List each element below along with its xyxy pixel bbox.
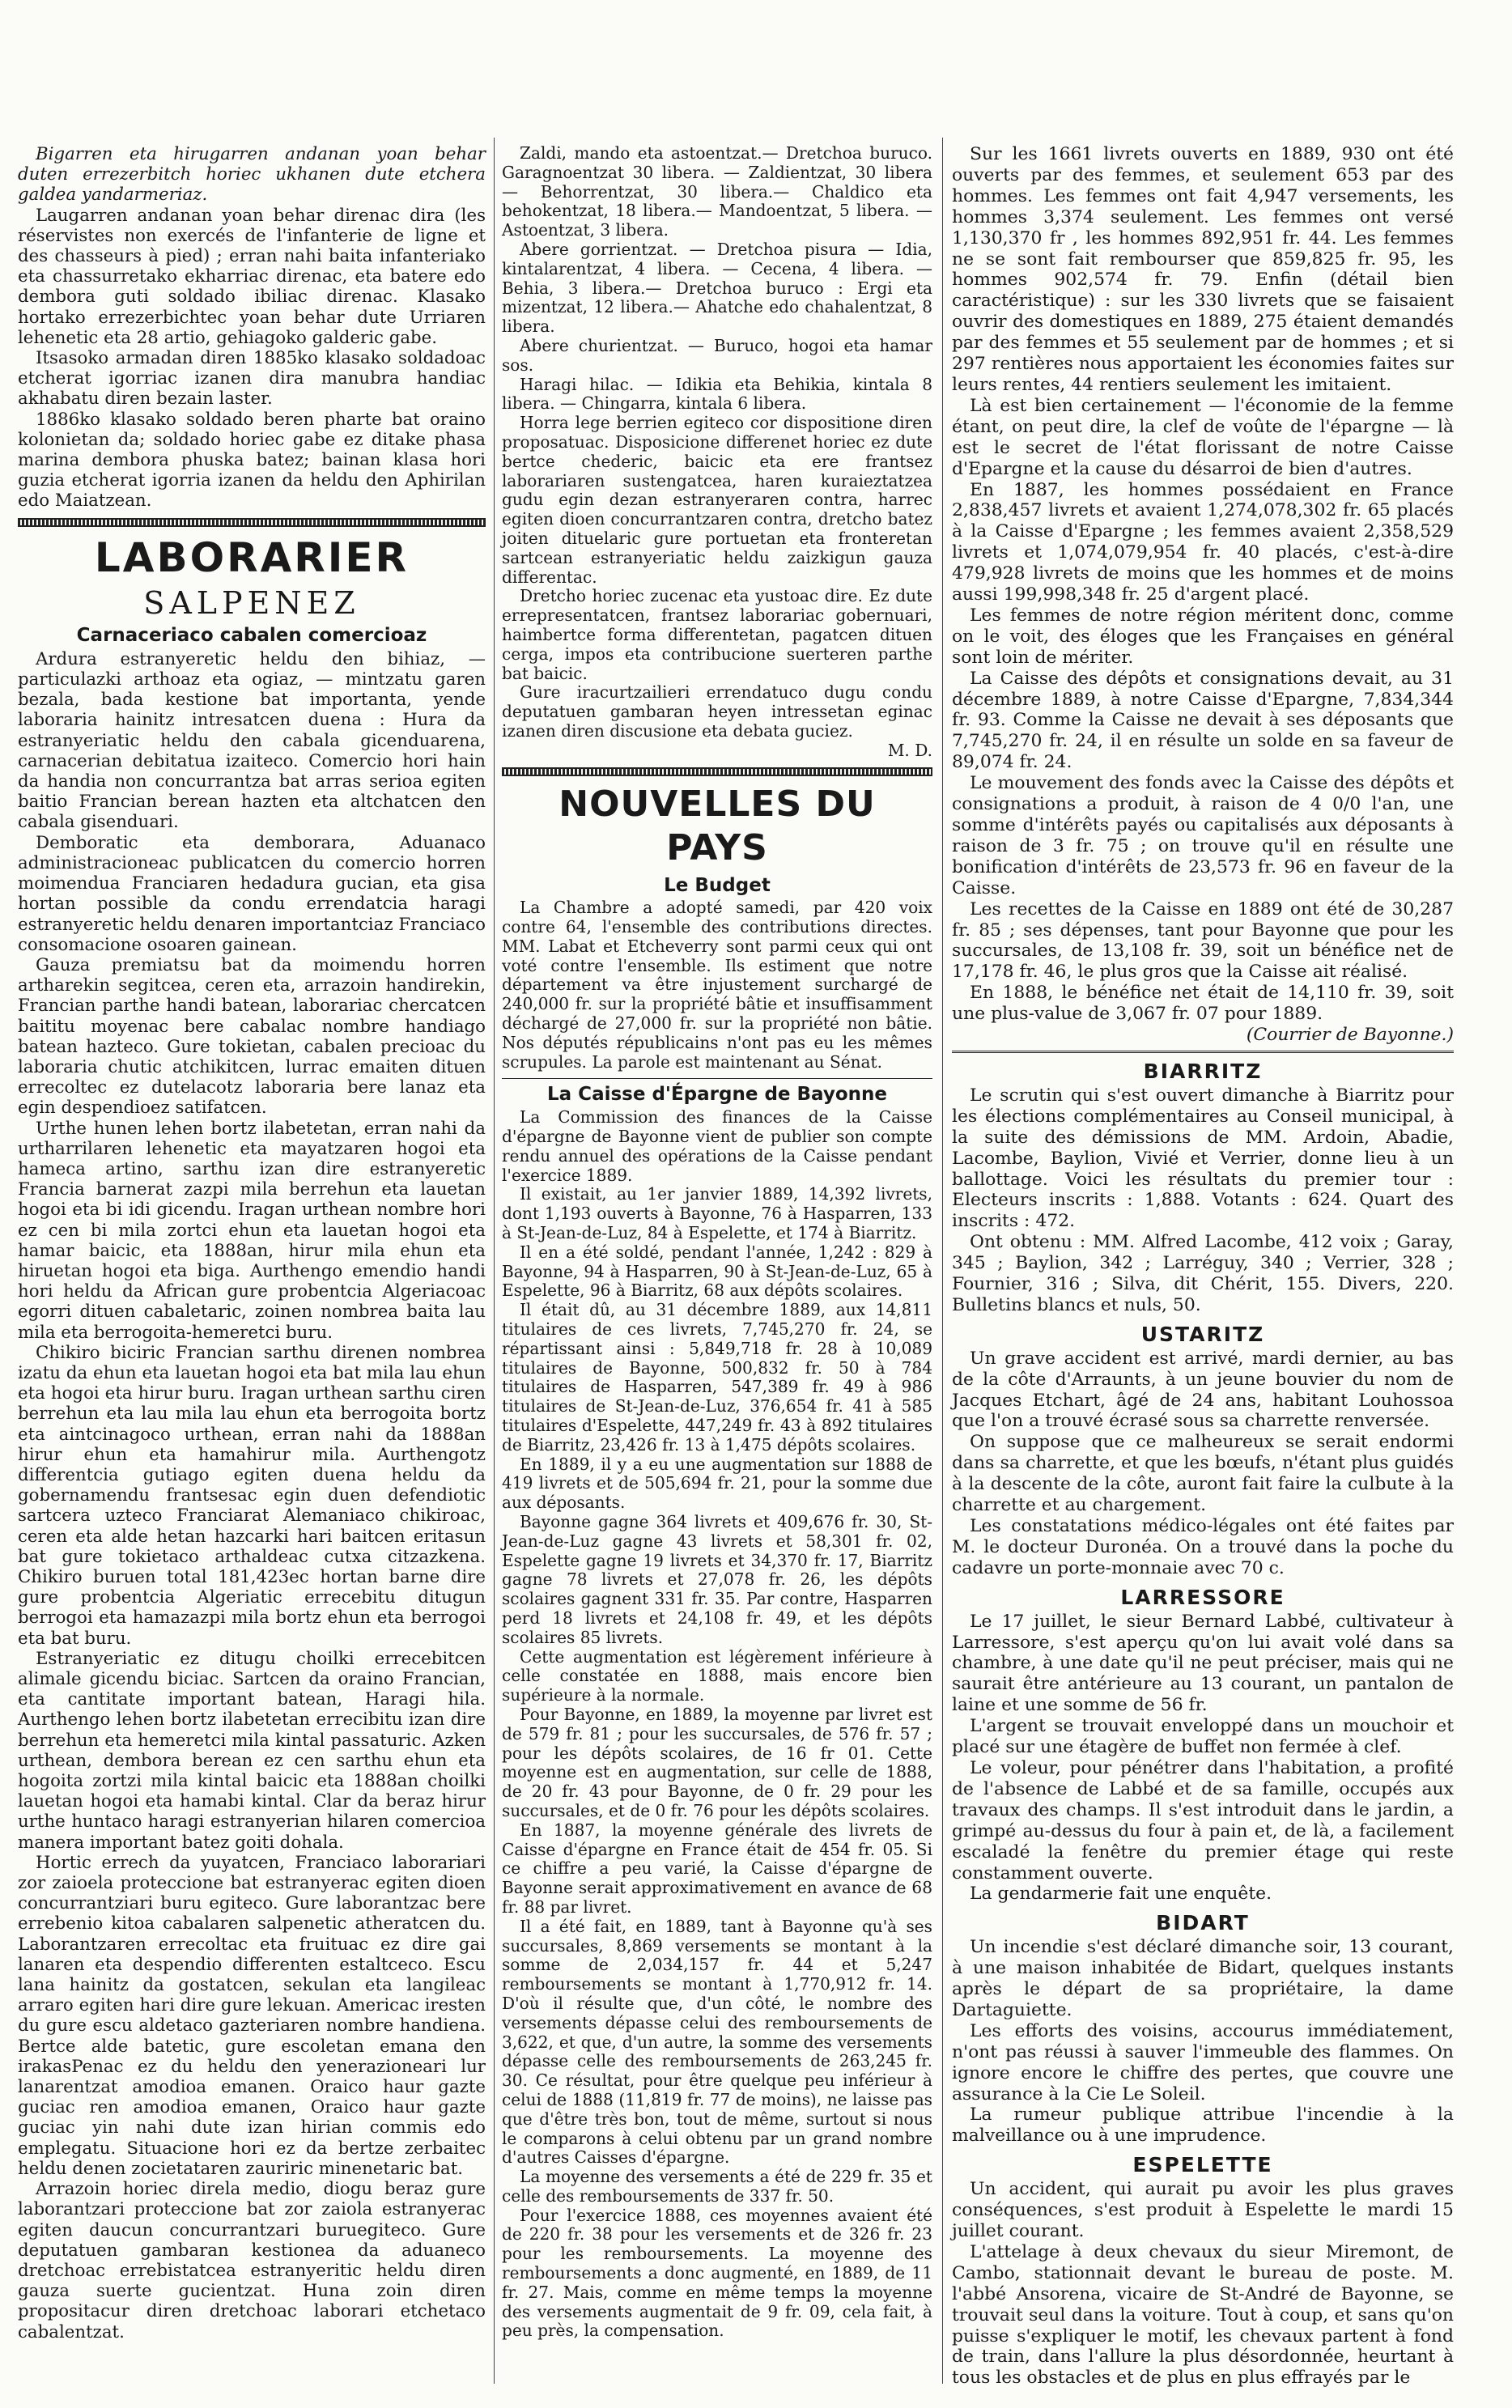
paragraph: Abere gorrientzat. — Dretchoa pisura — Idia, kintalarentzat, 4 libera. — Cecena, 4 libera. — Behia, 3 libera.— Dretchoa buruco : Ergi eta mizentzat, 12 libera.— Ahatche edo chahalentzat, 8 libera. bbox=[502, 239, 932, 337]
paragraph: En 1889, il y a eu une augmentation sur 1888 de 419 livrets et de 505,694 fr. 21, pour la somme due aux déposants. bbox=[502, 1454, 932, 1513]
article-title: Carnaceriaco cabalen comercioaz bbox=[76, 624, 427, 646]
paragraph: Bayonne gagne 364 livrets et 409,676 fr. 30, St-Jean-de-Luz gagne 43 livrets et 58,301 fr. 02, Espelette gagne 19 livrets et 34,370 fr. 17, Biarritz gagne 78 livrets et 27,078 fr. 26, les dépôts scolaires gagnent 331 fr. 35. Par contre, Hasparren perd 18 livrets et 24,108 fr. 49, et les dépôts scolaires 85 livrets. bbox=[502, 1512, 932, 1647]
paragraph: Les constatations médico-légales ont été faites par M. le docteur Duronéa. On a trouvé dans la poche du cadavre un porte-monnaie avec 70 c. bbox=[952, 1516, 1454, 1578]
paragraph: Cette augmentation est légèrement inférieure à celle constatée en 1888, mais encore bien supérieure à la normale. bbox=[502, 1646, 932, 1705]
paragraph: Gure iracurtzailieri errendatuco dugu condu deputatuen gambaran heyen intressetan eginac izanen diren discusione eta debata guciez. bbox=[502, 682, 932, 741]
paragraph: Estranyeriatic ez ditugu choilki errecebitcen alimale gicendu biciac. Sartcen da oraino Francian, eta cantitate important batean, Haragi hila. Aurthengo lehen bortz ilabetetan errecibitu izan dire berrehun eta hemeretci mila kintal passaturic. Azken urthean, dembora berean ez cen sarthu ehun eta hogoita zortzi mila kintal baicic eta 1888an choilki lauetan hogoi eta hamabi kintal. Clar da beraz hirur urthe huntaco haragi estranyerian hilaren comercioa manera important batez goiti dohala. bbox=[18, 1648, 486, 1853]
town-heading: BIARRITZ bbox=[1143, 1059, 1263, 1083]
paragraph: Il a été fait, en 1889, tant à Bayonne qu'à ses succursales, 8,869 versements se montant à la somme de 2,034,157 fr. 44 et 5,247 remboursements se montant à 1,770,912 fr. 14. D'où il résulte que, d'un côté, le nombre des versements dépasse celui des remboursements de 3,622, et que, d'un autre, la somme des versements dépasse celle des remboursements de 263,245 fr. 30. Ce résultat, pour être quelque peu inférieur à celui de 1888 (11,819 fr. 77 de moins), ne laisse pas que d'être très bon, tout de même, surtout si nous le comparons à celui obtenu par un grand nombre d'autres Caisses d'épargne. bbox=[502, 1916, 932, 2168]
paragraph: L'attelage à deux chevaux du sieur Miremont, de Cambo, stationnait devant le bureau de poste. M. l'abbé Ansorena, vicaire de St-André de Bayonne, se trouvait seul dans la voiture. Tout à coup, et sans qu'on puisse s'expliquer le motif, les chevaux partent à fond de train, dans l'allure la plus désordonnée, heurtant à tous les obstacles et de plus en plus effrayés par le bbox=[952, 2241, 1454, 2389]
town-heading: BIDART bbox=[1156, 1911, 1250, 1935]
paragraph: En 1888, le bénéfice net était de 14,110 fr. 39, soit une plus-value de 3,067 fr. 07 pour 1889. bbox=[952, 983, 1454, 1025]
divider bbox=[502, 1078, 932, 1079]
paragraph: Ont obtenu : MM. Alfred Lacombe, 412 voix ; Garay, 345 ; Baylion, 342 ; Larréguy, 340 ; Verrier, 328 ; Fournier, 316 ; Silva, dit Chérit, 155. Divers, 220. Bulletins blancs et nuls, 50. bbox=[952, 1232, 1454, 1315]
paragraph: Horra lege berrien egiteco cor dispositione diren proposatuac. Disposicione differenet horiec ez dute bertce chederic, baicic eta ere frantsez laborariaren sustengatcea, haren kuraieztatzea gudu egin dezan estranyeraren contra, harrec egiten dioen concurrantzaren contra, dretcho batez joiten dituelaric gure portuetan eta fronteretan sartcean estranyeriatic heldu zaizkigun gauza differentac. bbox=[502, 413, 932, 587]
paragraph: Les efforts des voisins, accourus immédiatement, n'ont pas réussi à sauver l'immeuble des flammes. On ignore encore le chiffre des pertes, que couvre une assurance à la Cie Le Soleil. bbox=[952, 2020, 1454, 2104]
paragraph: Zaldi, mando eta astoentzat.— Dretchoa buruco. Garagnoentzat 30 libera. — Zaldientzat, 30 libera — Behorrentzat, 30 libera.— Chaldico eta behokentzat, 18 libera.— Mandoentzat, 5 libera. — Astoentzat, 3 libera. bbox=[502, 143, 932, 240]
column-3 bbox=[952, 144, 1454, 2389]
paragraph: Le scrutin qui s'est ouvert dimanche à Biarritz pour les élections complémentaires au Conseil municipal, à la suite des démissions de MM. Ardoin, Abadie, Lacombe, Baylion, Vivié et Verrier, donne lieu à un ballottage. Voici les résultats du premier tour : Electeurs inscrits : 1,888. Votants : 624. Quart des inscrits : 472. bbox=[952, 1085, 1454, 1232]
column-rule bbox=[494, 138, 495, 2384]
paragraph: On suppose que ce malheureux se serait endormi dans sa charrette, et que les bœufs, n'étant plus guidés à la descente de la côte, auront fait faire la culbute à la charrette et au chargement. bbox=[952, 1432, 1454, 1516]
paragraph: En 1887, les hommes possédaient en France 2,838,457 livrets et avaient 1,274,078,302 fr. 65 placés à la Caisse d'Epargne ; les femmes avaient 2,358,529 livrets et 1,074,079,954 fr. 40 placés, c'est-à-dire 479,928 livrets de moins que les hommes et de moins aussi 199,998,348 fr. 25 d'argent placé. bbox=[952, 479, 1454, 605]
signature: M. D. bbox=[887, 740, 932, 760]
paragraph: Un grave accident est arrivé, mardi dernier, au bas de la côte d'Arraunts, à un jeune bouvier du nom de Jacques Etchart, âgé de 24 ans, habitant Louhossoa que l'on a trouvé écrasé sous sa charrette renversée. bbox=[952, 1348, 1454, 1432]
paragraph: 1886ko klasako soldado beren pharte bat oraino kolonietan da; soldado horiec gabe ez ditake phasa marina dembora phuska batez; bainan klasa hori guzia etcherat igorria izanen da heldu den Aphirilan edo Maiatzean. bbox=[18, 409, 486, 512]
paragraph: Hortic errech da yuyatcen, Franciaco laborariari zor zaioela proteccione bat estranyerac egiten dioen concurrantziari buru egiteco. Gure laborantzac bere errebenio kitoa cabalaren salpenetic atheratcen du. Laborantzaren errecoltac eta fruituac ez dire gai lanaren eta despendio differenten estaltceco. Escu lana hainitz da gostatcen, sekulan eta langileac arraro egiten hari dire gure lekuan. Americac iresten du gure escu aldetaco gazteriaren nombre handiena. Bertce alde batetic, gure escoletan emana den irakasPenac ez du heldu den yenerazioneari lur lanarentzat amodioa emanen. Oraico haur gazte guciac ren amodioa emanen, Oraico haur gazte guciac yin nahi dute izan hirian commis edo emplegatu. Situacione hori ez da bertze zerbaitec heldu denen zocietataren zauriric minenetaric bat. bbox=[18, 1852, 486, 2179]
section-banner: LABORARIER bbox=[94, 533, 410, 581]
column-1 bbox=[18, 144, 486, 2342]
ornamental-divider bbox=[502, 767, 932, 776]
paragraph: En 1887, la moyenne générale des livrets de Caisse d'épargne en France était de 454 fr. 05. Si ce chiffre a peu varié, la Caisse d'épargne de Bayonne serait approximativement en avance de 68 fr. 88 par livret. bbox=[502, 1820, 932, 1917]
paragraph: Arrazoin horiec direla medio, diogu beraz gure laborantzari proteccione bat zor zaiola estranyerac egiten daucun concurrantzari buruegiteco. Gure deputatuen gambaran kestionea da aduaneco dretchoac errebistatcea estranyeritic heldu diren gauza suerte gucientzat. Huna zoin diren propositacur diren dretchoac laborari etchetaco cabalentzat. bbox=[18, 2179, 486, 2342]
paragraph: Le 17 juillet, le sieur Bernard Labbé, cultivateur à Larressore, s'est aperçu qu'on lui avait volé dans sa chambre, à une date qu'il ne peut préciser, mais qui ne saurait être antérieure au 13 courant, un pantalon de laine et une somme de 56 fr. bbox=[952, 1611, 1454, 1716]
paragraph: La gendarmerie fait une enquête. bbox=[970, 1884, 1272, 1905]
column-rule bbox=[942, 138, 943, 2384]
paragraph: La moyenne des versements a été de 229 fr. 35 et celle des remboursements de 337 fr. 50. bbox=[502, 2167, 932, 2206]
paragraph: Ardura estranyeretic heldu den bihiaz, — particulazki arthoaz eta ogiaz, — mintzatu garen bezala, bada kestione bat importanta, yende laboraria hainitz intresatcen duena : Hura da estranyeriatic heldu den cabala gicenduarena, carnacerian debitatua izaiteco. Comercio hori hain da handia non concurrantza bat arras serioa egiten baitio Francian berean hazten eta altchatcen den cabala gisenduari. bbox=[18, 648, 486, 833]
paragraph: Il en a été soldé, pendant l'année, 1,242 : 829 à Bayonne, 94 à Hasparren, 90 à St-Jean-de-Luz, 65 à Espelette, 96 à Biarritz, 68 aux dépôts scolaires. bbox=[502, 1242, 932, 1301]
paragraph: Abere churientzat. — Buruco, hogoi eta hamar sos. bbox=[502, 335, 932, 375]
article-title: La Caisse d'Épargne de Bayonne bbox=[547, 1084, 887, 1106]
paragraph: La Commission des finances de la Caisse d'épargne de Bayonne vient de publier son compte rendu annuel des opérations de la Caisse pendant l'exercice 1889. bbox=[502, 1107, 932, 1185]
source-credit: (Courrier de Bayonne.) bbox=[1246, 1025, 1454, 1046]
paragraph: Chikiro biciric Francian sarthu direnen nombrea izatu da ehun eta lauetan hogoi eta bat mila lau ehun eta hogoi eta hirur buru. Iragan urthean sarthu ciren berrehun eta lau mila lau ehun eta berrogoita bortz eta aintcinagoco urthean, erran nahi da 1888an hirur ehun eta hamahirur mila. Aurthengotz differentcia gutiago egiten duena heldu da gobernamendu frantsesac egin duen defendiotic sartcera uzteco Franciarat Alemaniaco chikiroac, ceren eta alde hetan hazcarki hari baitcen eritasun bat gure tokietaco arthaldeac cutxa citzazkena. Chikiro buruen total 181,423ec hortan barne dire gure probentcia Algeriatic errecebitu ditugun berrogoi eta hamazazpi mila bortz ehun eta berrogoi eta bat buru. bbox=[18, 1342, 486, 1649]
paragraph: Les recettes de la Caisse en 1889 ont été de 30,287 fr. 85 ; ses dépenses, tant pour Bayonne que pour les succursales, de 13,108 fr. 39, soit un bénéfice net de 17,178 fr. 46, le plus gros que la Caisse ait réalisé. bbox=[952, 898, 1454, 983]
paragraph: Les femmes de notre région méritent donc, comme on le voit, des éloges que les Françaises en général sont loin de mériter. bbox=[952, 605, 1454, 668]
paragraph: L'argent se trouvait enveloppé dans un mouchoir et placé sur une étagère de buffet non fermée à clef. bbox=[952, 1716, 1454, 1758]
town-heading: LARRESSORE bbox=[1120, 1585, 1285, 1609]
paragraph: Il était dû, au 31 décembre 1889, aux 14,811 titulaires de ces livrets, 7,745,270 fr. 24, se répartissant ainsi : 5,849,718 fr. 28 à 10,089 titulaires de Bayonne, 500,832 fr. 50 à 784 titulaires de Hasparren, 547,389 fr. 49 à 986 titulaires de St-Jean-de-Luz, 376,654 fr. 41 à 585 titulaires d'Espelette, 447,249 fr. 43 à 892 titulaires de Biarritz, 23,426 fr. 13 à 1,475 dépôts scolaires. bbox=[502, 1300, 932, 1455]
paragraph: Bigarren eta hirugarren andanan yoan behar duten errezerbitch horiec ukhanen dute etchera galdea yandarmeriaz. bbox=[18, 144, 486, 206]
paragraph: Haragi hilac. — Idikia eta Behikia, kintala 8 libera. — Chingarra, kintala 6 libera. bbox=[502, 374, 932, 414]
paragraph: Là est bien certainement — l'économie de la femme étant, on peut dire, la clef de voûte de l'épargne — là est le secret de l'état florissant de notre Caisse d'Epargne et la cause du désarroi de bien d'autres. bbox=[952, 395, 1454, 479]
paragraph: Un incendie s'est déclaré dimanche soir, 13 courant, à une maison inhabitée de Bidart, quelques instants après le départ de sa propriétaire, la dame Dartaguiette. bbox=[952, 1937, 1454, 2020]
paragraph: Un accident, qui aurait pu avoir les plus graves conséquences, s'est produit à Espelette le mardi 15 juillet courant. bbox=[952, 2179, 1454, 2241]
paragraph: Dretcho horiec zucenac eta yustoac dire. Ez dute errepresentatcen, frantsez laborariac gobernuari, haimbertce forma differentetan, pagatcen dituen cerga, impos eta contribucione suerteren parthe bat baicic. bbox=[502, 586, 932, 683]
section-subtitle: SALPENEZ bbox=[143, 584, 360, 621]
paragraph: Gauza premiatsu bat da moimendu horren artharekin segitcea, ceren eta, arrazoin handirekin, Francian parthe handi batean, laborariac chercatcen baititu moyenac bere cabalac nombre handiago batean hazteco. Gure tokietan, cabalen precioac du laboraria chutic atchikitcen, lurrac emaiten dituen errecoltec ez dutelacotz laboraria bere lanaz eta egin despendioez satifatcen. bbox=[18, 954, 486, 1119]
divider bbox=[952, 1051, 1454, 1053]
paragraph: Il existait, au 1er janvier 1889, 14,392 livrets, dont 1,193 ouverts à Bayonne, 76 à Hasparren, 133 à St-Jean-de-Luz, 84 à Espelette, et 174 à Biarritz. bbox=[502, 1184, 932, 1243]
paragraph: La Chambre a adopté samedi, par 420 voix contre 64, l'ensemble des contributions directes. MM. Labat et Etcheverry sont parmi ceux qui ont voté contre l'ensemble. Ils estiment que notre département va être injustement surchargé de 240,000 fr. sur la propriété bâtie et insuffisamment déchargé de 27,000 fr. sur la propriété non bâtie. Nos députés républicains n'ont pas eu les mêmes scrupules. La parole est maintenant au Sénat. bbox=[502, 898, 932, 1072]
paragraph: La rumeur publique attribue l'incendie à la malveillance ou à une imprudence. bbox=[952, 2104, 1454, 2147]
article-title: Le Budget bbox=[664, 874, 771, 896]
paragraph: Urthe hunen lehen bortz ilabetetan, erran nahi da urtharrilaren lehenetic eta mayatzaren hogoi eta hameca artino, sarthu izan dire estranyeretic Francia barnerat zazpi mila berrehun eta lauetan hogoi eta bi idi gicendu. Iragan urthean nombre hori ez cen bi mila zortci ehun eta lauetan hogoi eta hamar baicic, eta 1888an, hirur mila ehun eta hiruetan hogoi eta biga. Aurthengo emendio handi hori heldu da African gure probentcia Algeriacoac egorri dituen cabaletaric, zoinen nombrea baita lau mila eta berrogoita-hemeretci buru. bbox=[18, 1118, 486, 1343]
paragraph: La Caisse des dépôts et consignations devait, au 31 décembre 1889, à notre Caisse d'Epargne, 7,834,344 fr. 93. Comme la Caisse ne devait à ses déposants que 7,745,270 fr. 24, il en résulte un solde en sa faveur de 89,074 fr. 24. bbox=[952, 668, 1454, 773]
paragraph: Le voleur, pour pénétrer dans l'habitation, a profité de l'absence de Labbé et de sa famille, occupés aux travaux des champs. Il s'est introduit dans le jardin, a grimpé au-dessus du four à pain et, de là, a facilement escaladé la fenêtre du premier étage qui reste constamment ouverte. bbox=[952, 1757, 1454, 1884]
paragraph: Demboratic eta demborara, Aduanaco administracioneac publicatcen du comercio horren moimendua Franciaren hedadura gucian, eta gisa hortan possible da condu errendatcia haragi estranyeretic heldu denaren importantciaz Franciaco consomacione osoaren gainean. bbox=[18, 832, 486, 955]
town-heading: ESPELETTE bbox=[1132, 2153, 1273, 2177]
paragraph: Pour Bayonne, en 1889, la moyenne par livret est de 579 fr. 81 ; pour les succursales, de 576 fr. 57 ; pour les dépôts scolaires, de 16 fr 01. Cette moyenne est en augmentation, sur celle de 1888, de 20 fr. 43 pour Bayonne, de 0 fr. 29 pour les succursales, et de 0 fr. 76 pour les dépôts scolaires. bbox=[502, 1704, 932, 1820]
paragraph: Sur les 1661 livrets ouverts en 1889, 930 ont été ouverts par des femmes, et seulement 653 par des hommes. Les femmes ont fait 4,947 versements, les hommes 3,374 seulement. Les femmes ont versé 1,130,370 fr , les hommes 892,951 fr. 44. Les femmes ne se sont fait rembourser que 859,825 fr. 95, les hommes 902,574 fr. 79. Enfin (détail bien caractéristique) : sur les 330 livrets que se faisaient ouvrir des domestiques en 1889, 275 étaient demandés par des femmes et 55 seulement par de hommes ; et si 297 rentières nous apportaient les économies faites sur leurs rentes, 44 rentiers seulement les imitaient. bbox=[952, 144, 1454, 395]
paragraph: Itsasoko armadan diren 1885ko klasako soldadoac etcherat igorriac izanen dira manubra handiac akhabatu diren bezain laster. bbox=[18, 348, 486, 410]
paragraph: Pour l'exercice 1888, ces moyennes avaient été de 220 fr. 38 pour les versements et de 326 fr. 23 pour les remboursements. La moyenne des remboursements a donc augmenté, en 1889, de 11 fr. 27. Mais, comme en même temps la moyenne des versements augmentait de 9 fr. 09, cela fait, à peu près, la compensation. bbox=[502, 2205, 932, 2341]
ornamental-divider bbox=[18, 518, 486, 527]
paragraph: Le mouvement des fonds avec la Caisse des dépôts et consignations a produit, à raison de 4 0/0 l'an, une somme d'intérêts payés ou capitalisés aux déposants à raison de 3 fr. 75 ; on trouve qu'il en résulte une bonification d'intérêts de 23,573 fr. 96 en faveur de la Caisse. bbox=[952, 773, 1454, 898]
paragraph: Laugarren andanan yoan behar direnac dira (les réservistes non exercés de l'infanterie de ligne et des chasseurs à pied) ; erran nahi baita infanteriako eta chassurretako ekharriac direnac, eta batere edo dembora guti soldado ibiliac direnac. Klasako hortako errezerbichtec yoan behar dute Urriaren lehenetic eta 28 artio, gehiagoko galderic gabe. bbox=[18, 205, 486, 348]
column-2 bbox=[502, 144, 932, 2341]
section-banner: NOUVELLES DU PAYS bbox=[559, 783, 876, 868]
town-heading: USTARITZ bbox=[1140, 1322, 1265, 1346]
